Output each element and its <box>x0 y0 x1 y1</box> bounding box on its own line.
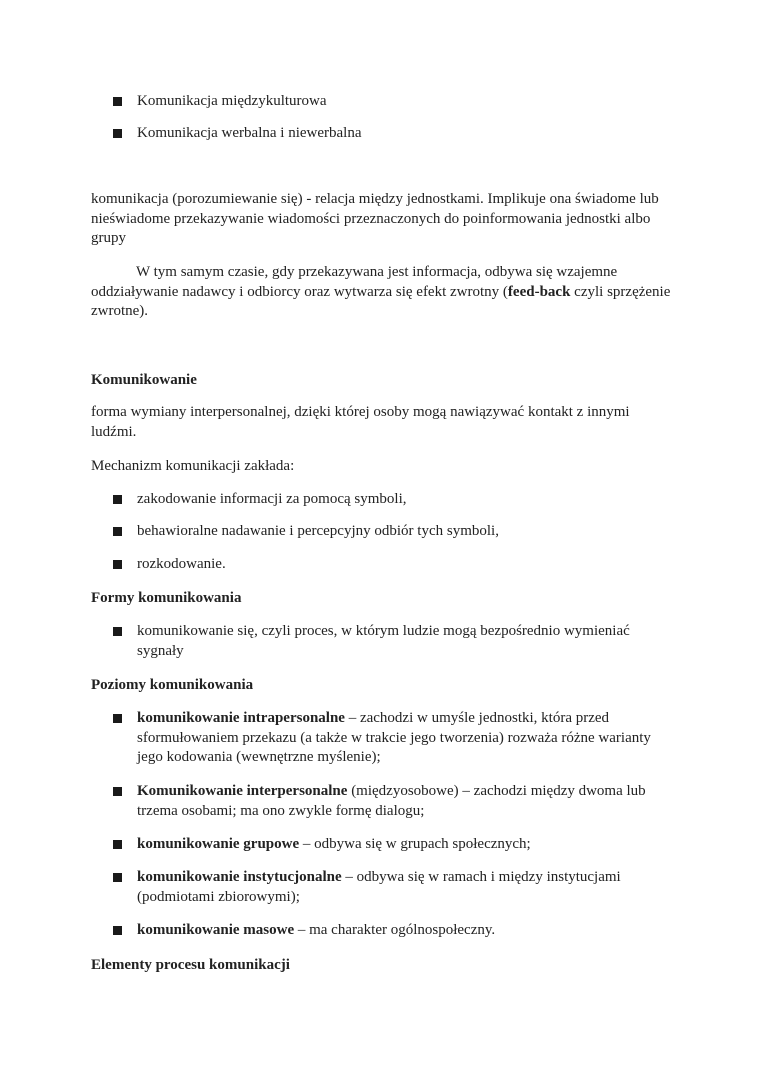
square-bullet-icon <box>113 840 122 849</box>
level-description: – odbywa się w ramach i między instytucjami (podmiotami zbiorowymi); <box>137 869 621 905</box>
list-item-text <box>137 868 677 907</box>
level-term: komunikowanie instytucjonalne <box>137 869 342 885</box>
list-item-text: rozkodowanie. <box>137 556 226 572</box>
square-bullet-icon <box>113 714 122 723</box>
level-term: komunikowanie masowe <box>137 922 295 938</box>
feedback-text-after: czyli sprzężenie zwrotne). <box>91 283 671 319</box>
square-bullet-icon <box>113 627 122 636</box>
feedback-paragraph <box>91 263 671 322</box>
section-heading-formy: Formy komunikowania <box>91 590 242 606</box>
list-item-text: behawioralne nadawanie i percepcyjny odbiór tych symboli, <box>137 523 499 539</box>
list-item-text <box>137 835 677 855</box>
square-bullet-icon <box>113 560 122 569</box>
section-heading-elementy: Elementy procesu komunikacji <box>91 957 290 973</box>
list-item-text <box>137 782 677 821</box>
level-description: (międzyosobowe) – zachodzi między dwoma lub trzema osobami; ma ono zwykle formę dialogu; <box>137 783 646 819</box>
square-bullet-icon <box>113 97 122 106</box>
square-bullet-icon <box>113 527 122 536</box>
square-bullet-icon <box>113 495 122 504</box>
level-description: – zachodzi w umyśle jednostki, która przed sformułowaniem przekazu (a także w trakcie jego tworzenia) rozważa różne warianty jego kodowania (wewnętrzne myślenie); <box>137 710 651 765</box>
list-item-text <box>137 921 677 941</box>
square-bullet-icon <box>113 129 122 138</box>
list-item-text: Komunikacja werbalna i niewerbalna <box>137 125 362 141</box>
list-item-text: Komunikacja międzykulturowa <box>137 93 327 109</box>
feedback-text-before: W tym samym czasie, gdy przekazywana jest informacja, odbywa się wzajemne oddziaływanie nadawcy i odbiorcy oraz wytwarza się efekt zwrotny ( <box>91 264 618 300</box>
list-item-text: zakodowanie informacji za pomocą symboli, <box>137 491 407 507</box>
level-description: – odbywa się w grupach społecznych; <box>299 836 531 852</box>
list-item-text <box>137 709 677 768</box>
definition-paragraph: komunikacja (porozumiewanie się) - relacja między jednostkami. Implikuje ona świadome lub nieświadome przekazywanie wiadomości przeznaczonych do poinformowania jednostki albo grupy <box>91 191 659 246</box>
mechanism-intro: Mechanizm komunikacji zakłada: <box>91 458 295 474</box>
level-term: komunikowanie intrapersonalne <box>137 710 345 726</box>
section-heading-poziomy: Poziomy komunikowania <box>91 677 254 693</box>
level-term: Komunikowanie interpersonalne <box>137 783 348 799</box>
level-term: komunikowanie grupowe <box>137 836 300 852</box>
square-bullet-icon <box>113 787 122 796</box>
list-item-text: komunikowanie się, czyli proces, w którym ludzie mogą bezpośrednio wymieniać sygnały <box>137 623 630 659</box>
komunikowanie-definition: forma wymiany interpersonalnej, dzięki której osoby mogą nawiązywać kontakt z innymi ludźmi. <box>91 404 630 440</box>
section-heading-komunikowanie: Komunikowanie <box>91 372 197 388</box>
feedback-bold-term: feed-back <box>507 283 571 300</box>
square-bullet-icon <box>113 926 122 935</box>
square-bullet-icon <box>113 873 122 882</box>
level-description: – ma charakter ogólnospołeczny. <box>294 922 496 938</box>
